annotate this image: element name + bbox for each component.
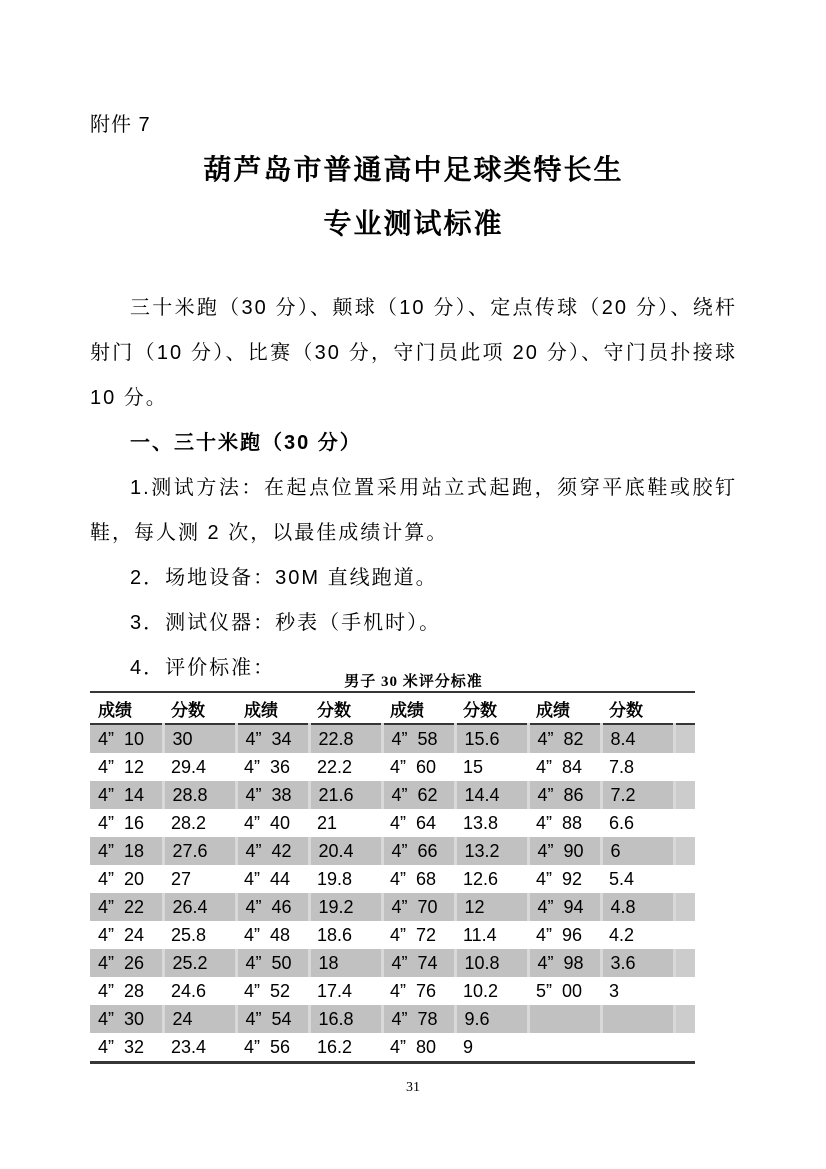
table-cell-score: 4” 24 [98,924,145,945]
table-cell-points: 18 [309,949,382,977]
table-row [90,809,695,837]
table-cell-score: 4” 98 [528,949,601,977]
column-header-score: 成绩 [90,692,163,724]
table-cell-tail [674,753,695,781]
table-cell-points: 26.4 [163,893,236,921]
table-cell-score: 4” 18 [90,837,163,865]
table-cell-points: 7.2 [601,781,674,809]
table-cell-score: 4” 90 [528,837,601,865]
column-header-score: 成绩 [236,692,309,724]
table-cell-score: 4” 28 [98,980,145,1001]
table-cell-score: 4” 40 [244,812,291,833]
table-cell-points: 22.8 [309,724,382,753]
table-cell-score: 4” 64 [390,812,437,833]
table-row [90,893,695,921]
intro-paragraph: 三十米跑（30 分）、颠球（10 分）、定点传球（20 分）、绕杆射门（10 分）、比赛（30 分，守门员此项 20 分）、守门员扑接球 10 分。 [90,297,737,409]
table-cell-score: 4” 34 [236,724,309,753]
table-cell-points: 5.4 [609,868,635,889]
column-header-points: 分数 [455,692,528,724]
table-cell-score: 4” 46 [236,893,309,921]
table-cell-score: 4” 16 [98,812,145,833]
table-cell-score: 4” 38 [236,781,309,809]
table-cell-score: 4” 92 [536,868,583,889]
table-cell-score: 4” 36 [244,756,291,777]
table-cell-points: 3.6 [601,949,674,977]
table-cell-score: 4” 52 [244,980,291,1001]
table-cell-points: 20.4 [309,837,382,865]
table-row [90,724,695,753]
table-body [90,724,695,1063]
table-cell-score: 4” 80 [390,1036,437,1057]
table-cell-score [528,1033,601,1063]
table-cell-points: 9.6 [455,1005,528,1033]
table-cell-score: 4” 60 [390,756,437,777]
table-cell-score: 4” 84 [536,756,583,777]
column-header-empty [674,692,695,724]
table-cell-points: 4.2 [609,924,635,945]
table-cell-score: 4” 42 [236,837,309,865]
table-cell-tail [674,893,695,921]
table-cell-score: 4” 48 [244,924,291,945]
table-row [90,1033,695,1063]
table-cell-points: 12 [455,893,528,921]
column-header-points: 分数 [601,692,674,724]
table-cell-points: 6 [601,837,674,865]
section-heading: 一、三十米跑（30 分） [130,432,362,454]
table-cell-score: 4” 30 [90,1005,163,1033]
table-row [90,837,695,865]
table-header-row [90,692,695,724]
table-row [90,977,695,1005]
table-cell-points: 6.6 [609,812,635,833]
table-cell-points: 27.6 [163,837,236,865]
table-cell-score: 4” 68 [390,868,437,889]
table-cell-points: 22.2 [317,756,353,777]
table-cell-tail [674,921,695,949]
table-cell-points: 7.8 [609,756,635,777]
table-cell-points: 15.6 [455,724,528,753]
table-cell-points: 23.4 [171,1036,207,1057]
table-cell-tail [674,809,695,837]
table-cell-score: 4” 78 [382,1005,455,1033]
table-cell-tail [674,977,695,1005]
table-row [90,1005,695,1033]
table-cell-score: 4” 82 [528,724,601,753]
table-cell-points: 30 [163,724,236,753]
table-cell-points: 28.2 [171,812,207,833]
table-row [90,753,695,781]
table-cell-score: 5” 00 [536,980,583,1001]
table-row [90,949,695,977]
table-cell-score: 4” 96 [536,924,583,945]
table-cell-score: 4” 12 [98,756,145,777]
table-cell-points: 25.8 [171,924,207,945]
table-cell-points: 27 [171,868,192,889]
table-cell-tail [674,837,695,865]
table-cell-score: 4” 20 [98,868,145,889]
table-cell-points: 17.4 [317,980,353,1001]
table-cell-points: 28.8 [163,781,236,809]
table-cell-points: 13.2 [455,837,528,865]
table-cell-points: 10.8 [455,949,528,977]
list-item-venue-equipment: 2．场地设备：30M 直线跑道。 [130,567,438,589]
table-cell-score: 4” 54 [236,1005,309,1033]
table-cell-points: 19.2 [309,893,382,921]
table-cell-points: 29.4 [171,756,207,777]
table-cell-score [528,1005,601,1033]
table-cell-points: 16.8 [309,1005,382,1033]
table-cell-points: 4.8 [601,893,674,921]
table-cell-score: 4” 62 [382,781,455,809]
table-cell-score: 4” 86 [528,781,601,809]
column-header-score: 成绩 [528,692,601,724]
table-cell-points: 3 [609,980,620,1001]
table-cell-tail [674,1033,695,1063]
table-cell-score: 4” 74 [382,949,455,977]
table-cell-tail [674,949,695,977]
score-table [90,691,695,1064]
table-cell-score: 4” 76 [390,980,437,1001]
table-cell-score: 4” 56 [244,1036,291,1057]
table-cell-points: 8.4 [601,724,674,753]
list-item-test-instrument: 3．测试仪器：秒表（手机时）。 [130,612,442,634]
table-cell-points: 25.2 [163,949,236,977]
table-cell-points: 21 [317,812,338,833]
table-cell-score: 4” 66 [382,837,455,865]
table-cell-score: 4” 14 [90,781,163,809]
table-title: 男子 30 米评分标准 [344,674,483,690]
table-cell-points: 19.8 [317,868,353,889]
table-cell-score: 4” 88 [536,812,583,833]
attachment-label: 附件 7 [90,114,151,136]
list-item-evaluation-standard: 4．评价标准： [130,657,276,679]
table-cell-score: 4” 50 [236,949,309,977]
table-cell-points [601,1005,674,1033]
table-cell-tail [674,781,695,809]
column-header-points: 分数 [309,692,382,724]
table-cell-score: 4” 10 [90,724,163,753]
table-row [90,781,695,809]
page-number: 31 [406,1080,420,1095]
table-cell-points: 11.4 [463,924,497,945]
table-cell-points: 10.2 [463,980,499,1001]
list-item-test-method: 1.测试方法：在起点位置采用站立式起跑，须穿平底鞋或胶钉鞋，每人测 2 次，以最佳成绩计算。 [90,477,737,544]
table-cell-points: 24 [163,1005,236,1033]
table-cell-score: 4” 22 [90,893,163,921]
table-cell-points: 18.6 [317,924,353,945]
table-cell-points: 24.6 [171,980,207,1001]
table-cell-score: 4” 70 [382,893,455,921]
document-title-line-1: 葫芦岛市普通高中足球类特长生 [203,154,624,185]
table-cell-points: 15 [463,756,484,777]
table-cell-points: 12.6 [463,868,499,889]
table-cell-score: 4” 44 [244,868,291,889]
table-cell-score: 4” 72 [390,924,437,945]
table-cell-score: 4” 32 [98,1036,145,1057]
column-header-points: 分数 [163,692,236,724]
table-cell-points: 16.2 [317,1036,353,1057]
document-title-line-2: 专业测试标准 [323,208,504,239]
table-cell-tail [674,865,695,893]
table-cell-points: 14.4 [455,781,528,809]
score-table-section [90,673,737,1064]
table-row [90,865,695,893]
table-cell-points: 9 [463,1036,474,1057]
table-cell-points: 21.6 [309,781,382,809]
table-cell-tail [674,724,695,753]
table-cell-score: 4” 26 [90,949,163,977]
table-cell-score: 4” 94 [528,893,601,921]
table-row [90,921,695,949]
table-cell-tail [674,1005,695,1033]
table-cell-points [601,1033,674,1063]
table-cell-points: 13.8 [463,812,499,833]
table-cell-score: 4” 58 [382,724,455,753]
column-header-score: 成绩 [382,692,455,724]
